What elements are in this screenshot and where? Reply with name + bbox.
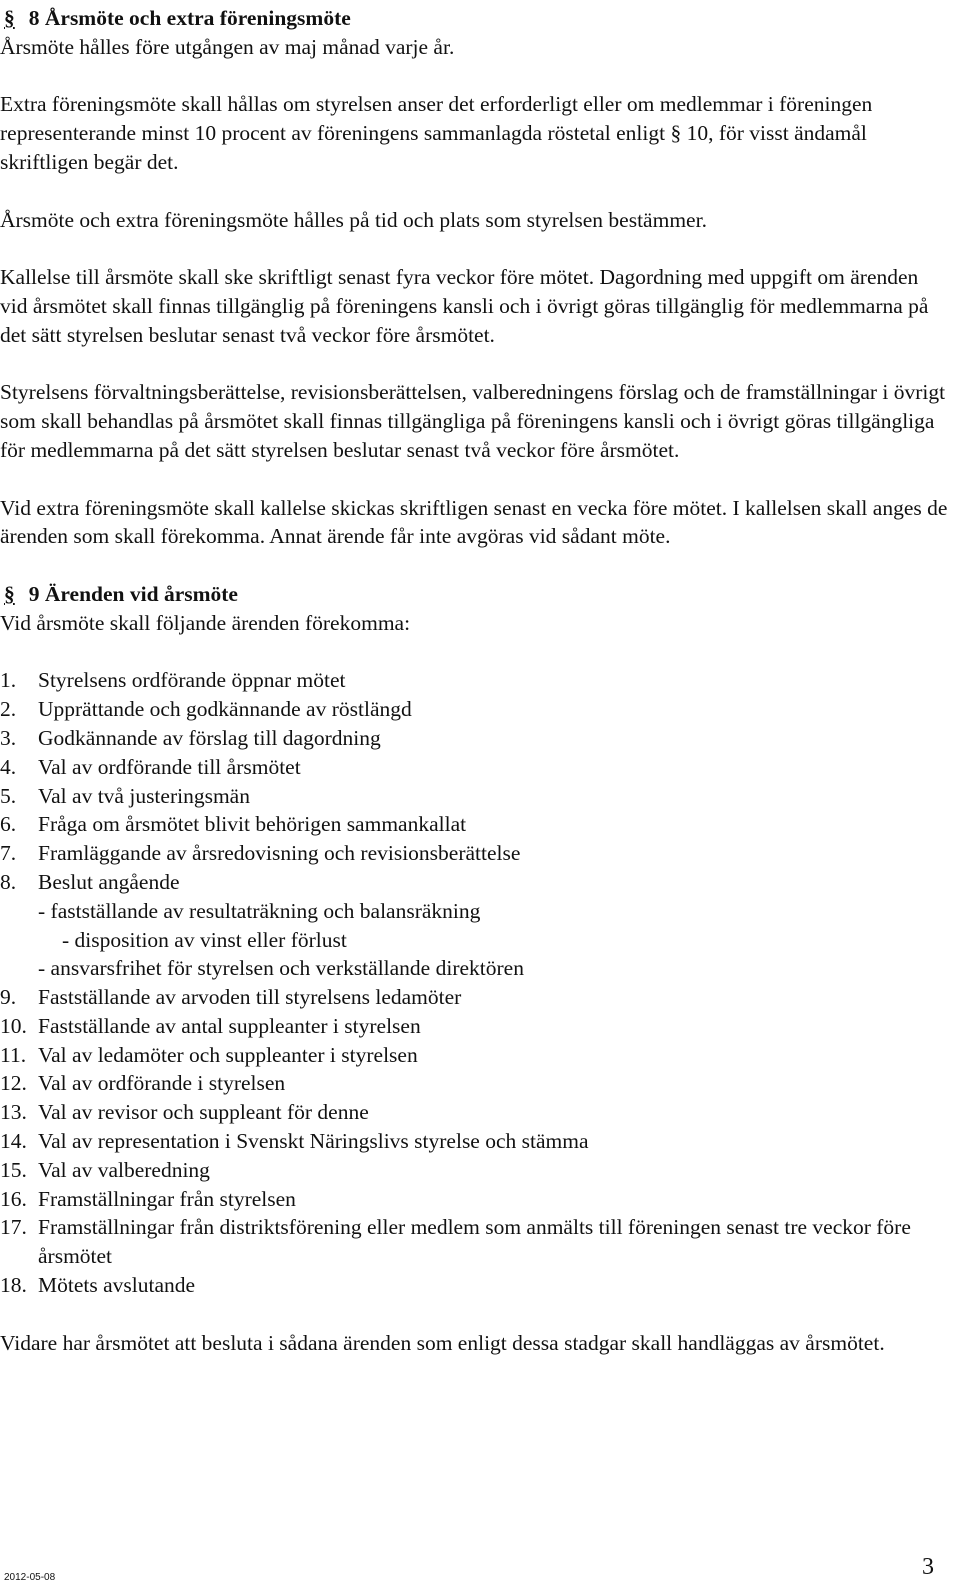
sub-item: - fastställande av resultaträkning och balansräkning xyxy=(38,898,481,923)
section-8-paragraph-3: Årsmöte och extra föreningsmöte hålles på tid och plats som styrelsen bestämmer. xyxy=(0,207,707,232)
item-text: Mötets avslutande xyxy=(38,1273,196,1298)
document-body xyxy=(0,4,950,1357)
list-item xyxy=(0,1069,950,1098)
list-item xyxy=(0,1185,950,1214)
item-text: Val av två justeringsmän xyxy=(38,783,250,808)
list-item xyxy=(0,839,950,868)
item-number: 18. xyxy=(0,1273,27,1298)
item-text: Framställningar från styrelsen xyxy=(38,1186,296,1211)
item-text: Val av ordförande i styrelsen xyxy=(38,1071,286,1096)
footer-date: 2012-05-08 xyxy=(4,1572,56,1583)
item-text: Beslut angående xyxy=(38,869,180,894)
sub-item: - ansvarsfrihet för styrelsen och verkställande direktören xyxy=(38,956,524,981)
list-item xyxy=(0,1156,950,1185)
item-number: 3. xyxy=(0,725,17,750)
item-text: Upprättande och godkännande av röstlängd xyxy=(38,697,412,722)
list-item xyxy=(0,1012,950,1041)
section-8-paragraph-6: Vid extra föreningsmöte skall kallelse skickas skriftligen senast en vecka före mötet. I kallelsen skall anges de ärenden som skall förekomma. Annat ärende får inte avgöras vid sådant möte. xyxy=(0,495,948,549)
item-number: 2. xyxy=(0,697,17,722)
list-item xyxy=(0,1271,950,1300)
item-number: 10. xyxy=(0,1013,27,1038)
item-text: Val av valberedning xyxy=(38,1157,210,1182)
item-number: 17. xyxy=(0,1215,27,1240)
section-symbol: § xyxy=(4,6,15,30)
item-number: 5. xyxy=(0,783,17,808)
item-text: Val av ordförande till årsmötet xyxy=(38,754,301,779)
page-number: 3 xyxy=(922,1554,934,1580)
item-number: 13. xyxy=(0,1100,27,1125)
list-item xyxy=(0,782,950,811)
sub-item: - disposition av vinst eller förlust xyxy=(62,927,347,952)
list-item xyxy=(0,753,950,782)
item-text: Framläggande av årsredovisning och revisionsberättelse xyxy=(38,841,521,866)
item-number: 16. xyxy=(0,1186,27,1211)
item-text: Val av revisor och suppleant för denne xyxy=(38,1100,369,1125)
item-text: Val av ledamöter och suppleanter i styrelsen xyxy=(38,1042,418,1067)
section-8-paragraph-4: Kallelse till årsmöte skall ske skriftligt senast fyra veckor före mötet. Dagordning med uppgift om ärenden vid årsmötet skall finnas tillgänglig på föreningens kansli och i övrigt göras tillgänglig för medlemmarna på det sätt styrelsen beslutar senast två veckor före årsmötet. xyxy=(0,265,929,347)
item-number: 11. xyxy=(0,1042,27,1067)
section-8-paragraph-2: Extra föreningsmöte skall hållas om styrelsen anser det erforderligt eller om medlemmar i föreningen representerande minst 10 procent av föreningens sammanlagda röstetal enligt § 10, för visst ändamål skriftligen begär det. xyxy=(0,92,873,174)
list-item xyxy=(0,810,950,839)
item-number: 15. xyxy=(0,1157,27,1182)
list-item xyxy=(0,666,950,695)
item-text: Fråga om årsmötet blivit behörigen sammankallat xyxy=(38,812,467,837)
item-number: 4. xyxy=(0,754,17,779)
list-item xyxy=(0,868,950,897)
list-item xyxy=(0,1127,950,1156)
item-text: Val av representation i Svenskt Näringslivs styrelse och stämma xyxy=(38,1129,589,1154)
section-8-paragraph-5: Styrelsens förvaltningsberättelse, revisionsberättelsen, valberedningens förslag och de framställningar i övrigt som skall behandlas på årsmötet skall finnas tillgängliga på föreningens kansli och i övrigt göras tillgängliga för medlemmarna på det sätt styrelsen beslutar senast två veckor före årsmötet. xyxy=(0,380,946,462)
section-8-paragraph-1: Årsmöte hålles före utgången av maj månad varje år. xyxy=(0,34,455,59)
item-text: Godkännande av förslag till dagordning xyxy=(38,725,381,750)
section-9-heading xyxy=(0,580,950,609)
section-8-title: 8 Årsmöte och extra föreningsmöte xyxy=(28,6,351,30)
section-9-intro: Vid årsmöte skall följande ärenden förekomma: xyxy=(0,610,411,635)
item-text: Framställningar från distriktsförening eller medlem som anmälts till föreningen senast tre veckor före årsmötet xyxy=(38,1215,911,1269)
item-number: 6. xyxy=(0,812,17,837)
section-8-heading xyxy=(0,4,950,33)
item-number: 7. xyxy=(0,841,17,866)
item-number: 14. xyxy=(0,1129,27,1154)
item-number: 9. xyxy=(0,985,17,1010)
list-item xyxy=(0,1213,950,1271)
list-item xyxy=(0,983,950,1012)
list-item xyxy=(0,724,950,753)
agenda-list xyxy=(0,666,950,1300)
item-text: Fastställande av arvoden till styrelsens ledamöter xyxy=(38,985,462,1010)
section-9-title: 9 Ärenden vid årsmöte xyxy=(28,581,238,606)
list-item xyxy=(0,695,950,724)
list-item xyxy=(0,1098,950,1127)
section-symbol: § xyxy=(4,581,15,606)
item-number: 8. xyxy=(0,869,17,894)
item-number: 1. xyxy=(0,668,17,693)
item-number: 12. xyxy=(0,1071,27,1096)
item-text: Styrelsens ordförande öppnar mötet xyxy=(38,668,346,693)
section-9-closing: Vidare har årsmötet att besluta i sådana ärenden som enligt dessa stadgar skall handläggas av årsmötet. xyxy=(0,1330,885,1355)
item-text: Fastställande av antal suppleanter i styrelsen xyxy=(38,1013,421,1038)
list-item xyxy=(0,1041,950,1070)
